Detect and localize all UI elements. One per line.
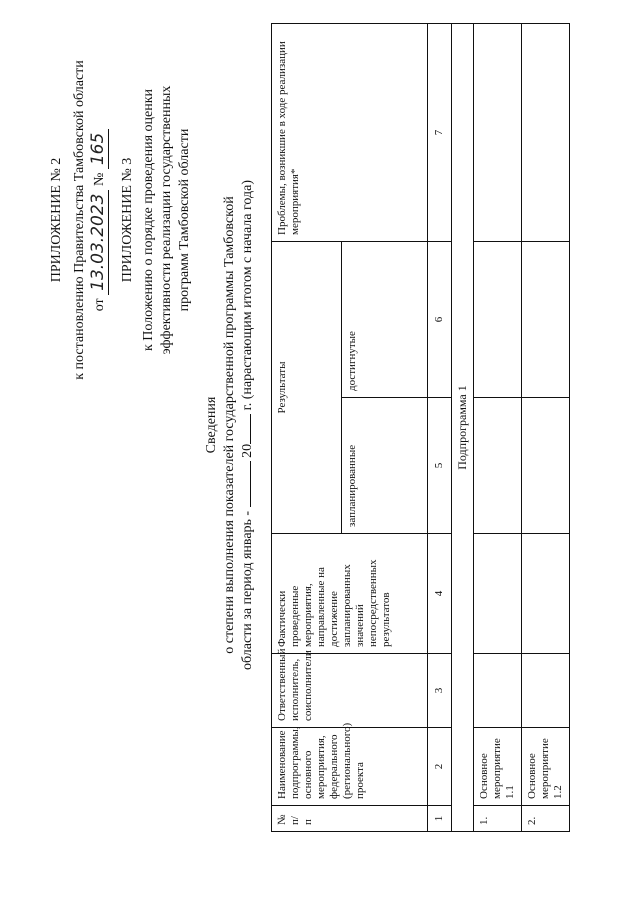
- appendix-2-title: ПРИЛОЖЕНИЕ № 2: [49, 157, 64, 283]
- subprogram-row: [452, 23, 474, 831]
- row-problems: [474, 23, 522, 241]
- document-heading: Сведения: [204, 396, 219, 454]
- row-name: Основное мероприятие 1.2: [522, 728, 570, 806]
- table-row: [474, 23, 522, 831]
- year-prefix: 20: [240, 443, 255, 458]
- header-row: [272, 23, 342, 831]
- col-header-actions: Фактически проведенные мероприятия, направленные на достижение запланированных значений непосредственных результатов: [272, 534, 428, 654]
- period-label: области за период январь -: [240, 510, 255, 670]
- col-header-name: Наименование подпрограммы, основного мероприятия, федерального (регионального) проекта: [272, 728, 428, 806]
- subprogram-label: Подпрограмма 1: [452, 23, 474, 831]
- month-blank: [250, 461, 251, 507]
- document-title-line-1: о степени выполнения показателей государственной программы Тамбовской: [222, 196, 237, 654]
- col-header-executor: Ответственный исполнитель, соисполнители: [272, 654, 428, 728]
- col-number-3: 3: [428, 654, 452, 728]
- column-number-row: [428, 23, 452, 831]
- document-title-line-2: [240, 125, 256, 725]
- row-actions: [522, 534, 570, 654]
- regulation-line-1: к Положению о порядке проведения оценки: [141, 88, 156, 352]
- table-row: [522, 23, 570, 831]
- from-label: от: [92, 298, 107, 312]
- row-achieved: [522, 241, 570, 397]
- regulation-line-3: программ Тамбовской области: [177, 128, 192, 312]
- col-number-2: 2: [428, 728, 452, 806]
- col-header-problems: Проблемы, возникшие в ходе реализации мероприятия*: [272, 23, 428, 241]
- row-executor: [522, 654, 570, 728]
- row-number: 2.: [522, 806, 570, 832]
- decree-reference: к постановлению Правительства Тамбовской области: [72, 60, 87, 380]
- decree-date-handwritten: 13.03.2023: [88, 190, 109, 295]
- row-actions: [474, 534, 522, 654]
- row-problems: [522, 23, 570, 241]
- col-header-num: № п/п: [272, 806, 428, 832]
- col-number-6: 6: [428, 241, 452, 397]
- row-name: Основное мероприятие 1.1: [474, 728, 522, 806]
- col-header-achieved: достигнутые: [342, 241, 428, 397]
- year-blank: [250, 414, 251, 444]
- col-number-5: 5: [428, 398, 452, 534]
- row-achieved: [474, 241, 522, 397]
- col-number-7: 7: [428, 23, 452, 241]
- col-header-planned: запланированные: [342, 398, 428, 534]
- appendix-3-title: ПРИЛОЖЕНИЕ № 3: [120, 157, 135, 283]
- row-executor: [474, 654, 522, 728]
- col-number-1: 1: [428, 806, 452, 832]
- row-planned: [522, 398, 570, 534]
- indicators-table: [271, 23, 570, 832]
- regulation-line-2: эффективности реализации государственных: [159, 85, 174, 355]
- decree-number-handwritten: 165: [88, 129, 109, 169]
- number-label: №: [92, 172, 107, 187]
- col-number-4: 4: [428, 534, 452, 654]
- decree-date-line: [90, 5, 108, 435]
- row-planned: [474, 398, 522, 534]
- col-header-results: Результаты: [272, 241, 342, 533]
- cumulative-note: г. (нарастающим итогом с начала года): [240, 180, 255, 411]
- row-number: 1.: [474, 806, 522, 832]
